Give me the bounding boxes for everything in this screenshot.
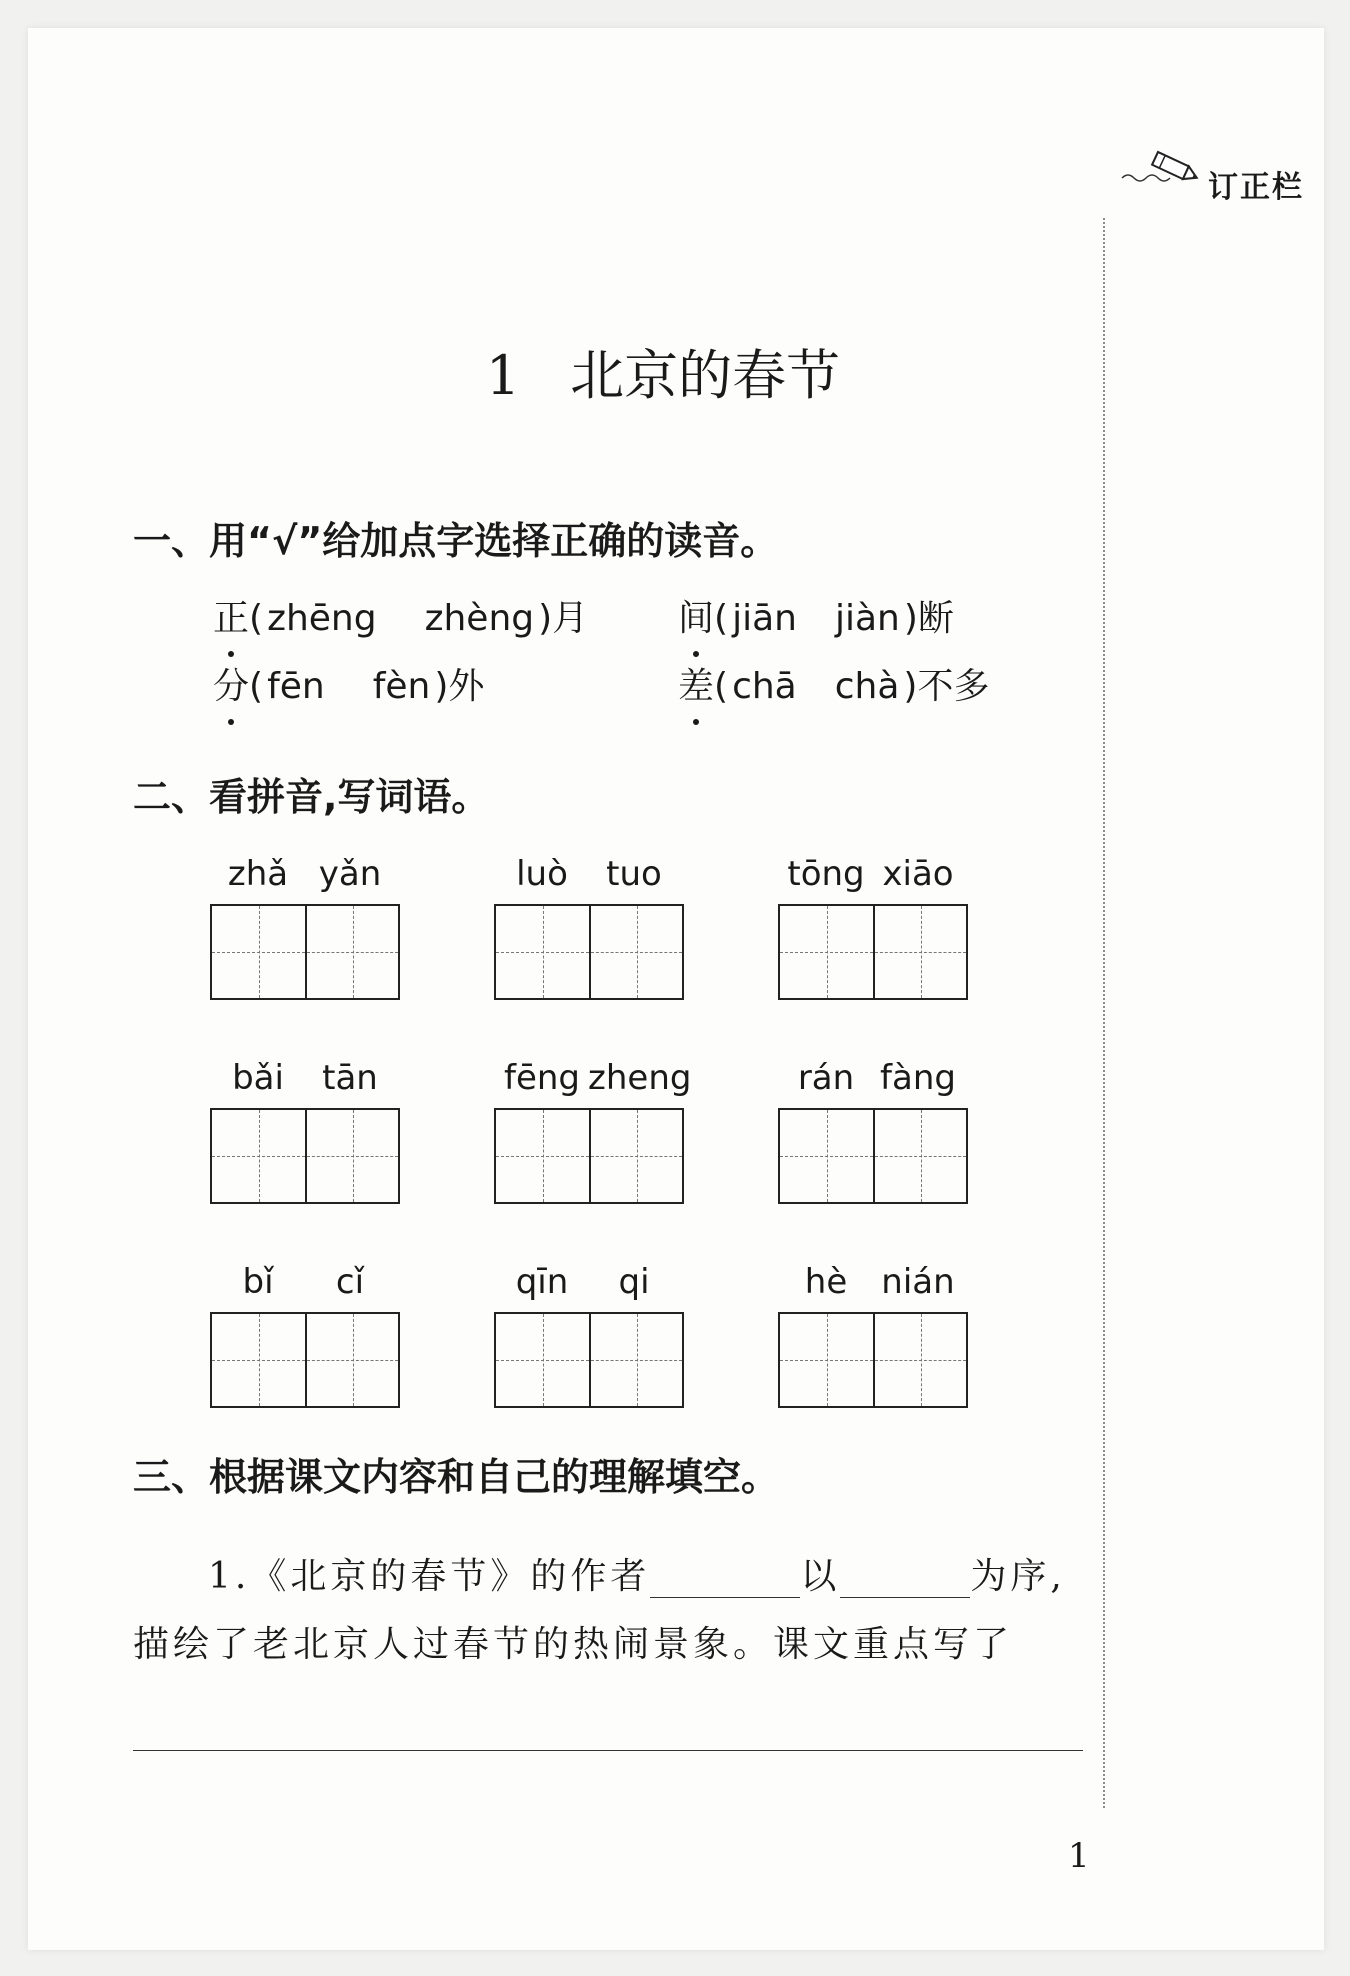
question-1-line-2: 描绘了老北京人过春节的热闹景象。课文重点写了	[133, 1624, 1014, 1665]
dotted-char: 正	[213, 590, 249, 641]
pinyin-word-7	[210, 1262, 398, 1408]
writing-grid[interactable]	[210, 904, 400, 1000]
pinyin-syllable: qīn	[515, 1262, 569, 1302]
grid-cell[interactable]	[496, 1314, 589, 1406]
grid-cell[interactable]	[305, 1314, 398, 1406]
grid-cell[interactable]	[589, 906, 682, 998]
pinyin-label	[494, 854, 682, 904]
pinyin-syllable: cǐ	[335, 1262, 365, 1302]
worksheet-page	[28, 28, 1324, 1950]
writing-grid[interactable]	[210, 1312, 400, 1408]
grid-cell[interactable]	[780, 1314, 873, 1406]
correction-label: 订正栏	[1208, 170, 1304, 205]
pinyin-syllable: hè	[804, 1262, 848, 1302]
lesson-number: 1	[485, 344, 521, 407]
paren: )	[538, 598, 553, 639]
pinyin-syllable: zhǎ	[227, 854, 289, 894]
dotted-char: 间	[678, 590, 714, 641]
lesson-title-text: 北京的春节	[570, 344, 841, 407]
dotted-char: 差	[678, 658, 714, 709]
pinyin-syllable: fēng	[503, 1058, 581, 1098]
pinyin-label	[778, 1058, 966, 1108]
correction-divider	[1103, 218, 1105, 1808]
writing-grid[interactable]	[778, 904, 968, 1000]
paren: )	[903, 598, 918, 639]
reading-item-1	[213, 590, 588, 641]
pinyin-syllable: tōng	[787, 854, 865, 894]
grid-cell[interactable]	[873, 1110, 966, 1202]
correction-column-header	[1120, 148, 1350, 208]
grid-cell[interactable]	[873, 1314, 966, 1406]
word-tail: 不多	[917, 666, 990, 707]
grid-cell[interactable]	[212, 1314, 305, 1406]
pinyin-syllable: tān	[322, 1058, 378, 1098]
option-1[interactable]: fēn	[267, 666, 325, 707]
grid-cell[interactable]	[305, 906, 398, 998]
option-2[interactable]: fèn	[372, 666, 431, 707]
pinyin-syllable: bǐ	[242, 1262, 274, 1302]
pinyin-syllable: bǎi	[232, 1058, 284, 1098]
pinyin-syllable: nián	[881, 1262, 955, 1302]
pencil-icon	[1120, 148, 1210, 188]
pinyin-label	[778, 854, 966, 904]
grid-cell[interactable]	[212, 1110, 305, 1202]
writing-grid[interactable]	[494, 1108, 684, 1204]
word-tail: 断	[917, 598, 954, 639]
grid-cell[interactable]	[589, 1110, 682, 1202]
question-text: 为序,	[970, 1556, 1066, 1597]
reading-item-2	[678, 590, 954, 641]
pinyin-word-1	[210, 854, 398, 1000]
author-blank[interactable]	[650, 1556, 800, 1598]
pinyin-word-8	[494, 1262, 682, 1408]
writing-grid[interactable]	[778, 1312, 968, 1408]
word-tail: 月	[552, 598, 589, 639]
reading-item-3	[213, 658, 484, 709]
question-text: 1.《北京的春节》的作者	[208, 1556, 651, 1597]
pinyin-syllable: luò	[516, 854, 568, 894]
option-2[interactable]: jiàn	[834, 598, 900, 639]
grid-cell[interactable]	[496, 906, 589, 998]
paren: (	[249, 666, 264, 707]
option-1[interactable]: chā	[732, 666, 797, 707]
pinyin-syllable: fàng	[880, 1058, 956, 1098]
pinyin-label	[210, 854, 398, 904]
paren: (	[249, 598, 264, 639]
page-number: 1	[1068, 1836, 1090, 1876]
writing-grid[interactable]	[210, 1108, 400, 1204]
grid-cell[interactable]	[305, 1110, 398, 1202]
option-2[interactable]: zhèng	[424, 598, 535, 639]
writing-grid[interactable]	[494, 904, 684, 1000]
answer-line[interactable]	[133, 1750, 1083, 1751]
grid-cell[interactable]	[212, 906, 305, 998]
grid-cell[interactable]	[589, 1314, 682, 1406]
pinyin-label	[210, 1262, 398, 1312]
pinyin-word-4	[210, 1058, 398, 1204]
pinyin-syllable: yǎn	[318, 854, 382, 894]
word-tail: 外	[448, 666, 485, 707]
section2-heading: 二、看拼音,写词语。	[133, 775, 490, 819]
grid-cell[interactable]	[496, 1110, 589, 1202]
grid-cell[interactable]	[780, 1110, 873, 1202]
option-2[interactable]: chà	[834, 666, 900, 707]
question-1-line-1	[208, 1548, 1066, 1599]
pinyin-syllable: qi	[618, 1262, 650, 1302]
pinyin-syllable: tuo	[606, 854, 662, 894]
paren: (	[714, 666, 729, 707]
section3-heading: 三、根据课文内容和自己的理解填空。	[133, 1455, 780, 1499]
dotted-char: 分	[213, 658, 249, 709]
section1-heading: 一、用“√”给加点字选择正确的读音。	[133, 519, 779, 563]
pinyin-label	[778, 1262, 966, 1312]
reading-item-4	[678, 658, 989, 709]
paren: )	[434, 666, 449, 707]
pinyin-label	[494, 1262, 682, 1312]
pinyin-label	[210, 1058, 398, 1108]
pinyin-word-5	[494, 1058, 692, 1204]
option-1[interactable]: zhēng	[267, 598, 377, 639]
pinyin-word-9	[778, 1262, 966, 1408]
question-text: 以	[800, 1556, 841, 1597]
pinyin-word-3	[778, 854, 966, 1000]
grid-cell[interactable]	[780, 906, 873, 998]
pinyin-syllable: rán	[797, 1058, 855, 1098]
sequence-blank[interactable]	[840, 1556, 970, 1598]
writing-grid[interactable]	[778, 1108, 968, 1204]
paren: (	[714, 598, 729, 639]
lesson-title	[28, 333, 1298, 410]
option-1[interactable]: jiān	[732, 598, 797, 639]
grid-cell[interactable]	[873, 906, 966, 998]
pinyin-word-2	[494, 854, 682, 1000]
pinyin-word-6	[778, 1058, 966, 1204]
pinyin-syllable: xiāo	[882, 854, 954, 894]
pinyin-label	[494, 1058, 692, 1108]
pinyin-syllable: zheng	[588, 1058, 692, 1098]
writing-grid[interactable]	[494, 1312, 684, 1408]
paren: )	[903, 666, 918, 707]
